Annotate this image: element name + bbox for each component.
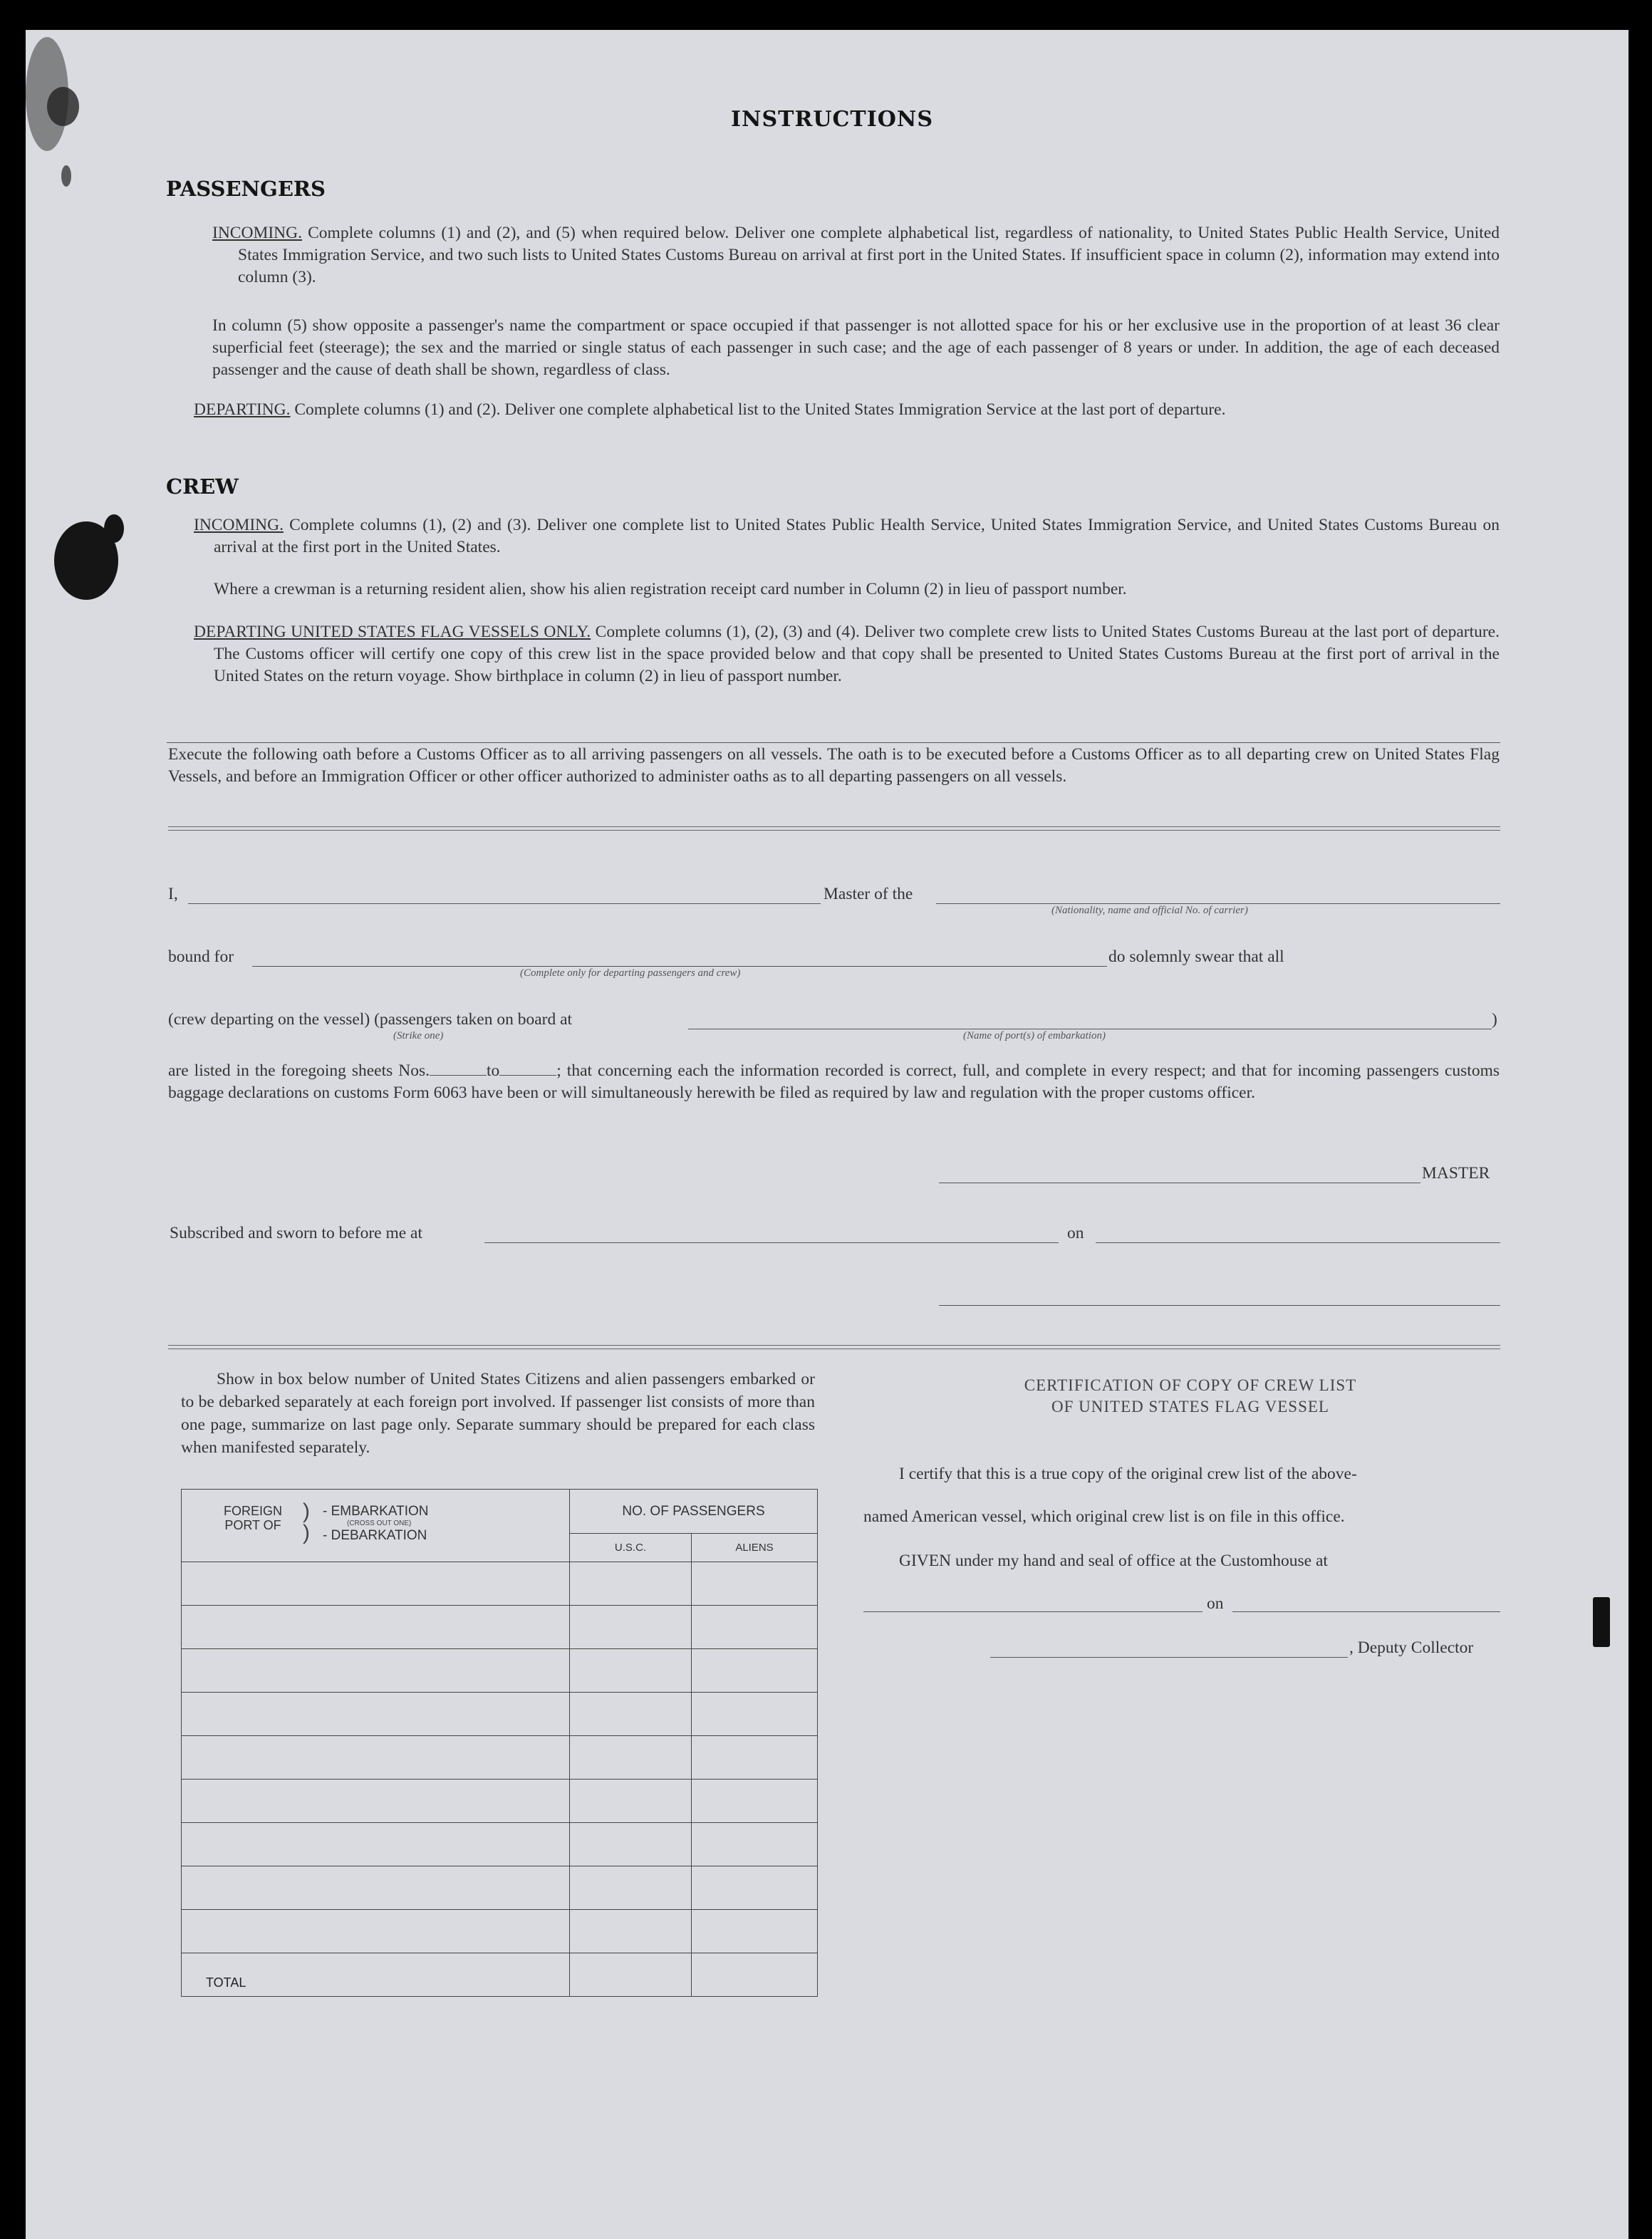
cross-out-one: (CROSS OUT ONE) [347, 1519, 412, 1527]
listed-to: to [487, 1061, 500, 1080]
incoming-label: INCOMING. [212, 224, 302, 242]
table-row[interactable] [182, 1823, 818, 1866]
ink-stain [47, 87, 79, 126]
nationality-caption: (Nationality, name and official No. of carrier) [1051, 905, 1248, 916]
ports-caption: (Name of port(s) of embarkation) [963, 1030, 1106, 1041]
passengers-column5: In column (5) show opposite a passenger's name the compartment or space occupied if that passenger is not allotted space for his or her exclusive use in the proportion of at least 36 clear superficial feet (steerage); the sex and the married or single status of each passenger in such case; and the age of each passenger of 8 years or under. In addition, the age of each deceased passenger and the cause of death shall be shown, regardless of class. [212, 316, 1500, 379]
subscribed-on: on [1067, 1224, 1084, 1242]
page-title: INSTRUCTIONS [731, 107, 933, 132]
no-of-passengers: NO. OF PASSENGERS [570, 1490, 818, 1534]
subscribed-place-field[interactable] [484, 1242, 1059, 1243]
table-row[interactable] [182, 1606, 818, 1649]
master-name-field[interactable] [188, 903, 821, 904]
certify-line1: I certify that this is a true copy of the original crew list of the above- [899, 1465, 1357, 1483]
table-row[interactable] [182, 1693, 818, 1736]
table-row[interactable] [182, 1736, 818, 1780]
departing-text: Complete columns (1) and (2). Deliver one complete alphabetical list to the United States Immigration Service at the last port of departure. [294, 400, 1226, 419]
summary-table [181, 1489, 818, 1997]
incoming-text: Complete columns (1) and (2), and (5) when required below. Deliver one complete alphabetical list, regardless of nationality, to United States Public Health Service, United States Immigration Service, and two such lists to United States Customs Bureau on arrival at first port in the United States. If insufficient space in column (2), information may extend into column (3). [238, 224, 1500, 286]
bound-for: bound for [168, 947, 234, 966]
master-of-the: Master of the [824, 885, 913, 903]
form-page [26, 30, 1628, 2239]
table-row[interactable] [182, 1866, 818, 1910]
passengers-incoming [212, 222, 1500, 289]
deputy-collector: , Deputy Collector [1349, 1638, 1474, 1657]
port-header: FOREIGN PORT OF ) ) - EMBARKATION (CROSS OUT ONE) - DEBARKATION [182, 1490, 570, 1562]
sheet-to-field[interactable] [499, 1075, 556, 1076]
crew-departing [194, 621, 1500, 687]
aliens-header: ALIENS [692, 1534, 818, 1562]
listed-statement [168, 1060, 1500, 1104]
table-row[interactable] [182, 1562, 818, 1606]
double-rule-2 [168, 1345, 1500, 1349]
bound-caption: (Complete only for departing passengers and crew) [520, 967, 741, 979]
embarkation-label: - EMBARKATION [323, 1504, 429, 1519]
total-label: TOTAL [182, 1953, 570, 1997]
close-paren: ) [1492, 1010, 1497, 1029]
given-line: GIVEN under my hand and seal of office at the Customhouse at [899, 1552, 1328, 1570]
separator [167, 742, 1500, 743]
cert-title-line2: OF UNITED STATES FLAG VESSEL [1051, 1398, 1329, 1415]
crew-departing-label: DEPARTING UNITED STATES FLAG VESSELS ONLY. [194, 623, 591, 641]
summary-instructions: Show in box below number of United States Citizens and alien passengers embarked or to be debarked separately at each foreign port involved. If passenger list consists of more than one page, summarize on last page only. Separate summary should be prepared for each class when manifested separately. [181, 1370, 815, 1457]
passengers-departing [194, 399, 1500, 421]
strike-one: (Strike one) [393, 1030, 444, 1041]
solemnly-swear: do solemnly swear that all [1108, 947, 1284, 966]
crew-incoming-label: INCOMING. [194, 516, 284, 534]
listed-a: are listed in the foregoing sheets Nos. [168, 1061, 430, 1080]
oath-i: I, [168, 885, 178, 903]
subscribed-date-field[interactable] [1096, 1242, 1500, 1243]
certify-line2: named American vessel, which original crew list is on file in this office. [863, 1507, 1345, 1526]
sheet-from-field[interactable] [430, 1075, 487, 1076]
ink-stain [1593, 1597, 1610, 1647]
table-row[interactable] [182, 1780, 818, 1823]
debarkation-label: - DEBARKATION [323, 1528, 427, 1543]
table-row[interactable] [182, 1910, 818, 1953]
crew-heading: CREW [166, 474, 239, 499]
bound-for-field[interactable] [252, 966, 1107, 967]
foreign-port-of: FOREIGN PORT OF [223, 1504, 282, 1532]
oath-intro: Execute the following oath before a Customs Officer as to all arriving passengers on all vessels. The oath is to be executed before a Customs Officer as to all departing crew on United States Flag Vessels, and before an Immigration Officer or other officer authorized to administer oaths as to all departing passengers on all vessels. [168, 745, 1500, 786]
subscribed-label: Subscribed and sworn to before me at [170, 1224, 423, 1242]
master-label: MASTER [1422, 1164, 1490, 1183]
deputy-signature-field[interactable] [990, 1657, 1348, 1658]
crew-resident: Where a crewman is a returning resident alien, show his alien registration receipt card number in Column (2) in lieu of passport number. [214, 580, 1127, 598]
cert-date-field[interactable] [1232, 1611, 1500, 1612]
cert-title-line1: CERTIFICATION OF COPY OF CREW LIST [1024, 1376, 1357, 1394]
crew-departing-clause: (crew departing on the vessel) (passengers taken on board at [168, 1010, 573, 1029]
double-rule [168, 826, 1500, 831]
ink-stain [61, 165, 71, 187]
departing-label: DEPARTING. [194, 400, 291, 419]
certification-title [880, 1375, 1500, 1418]
officer-signature-field[interactable] [939, 1305, 1500, 1306]
carrier-field[interactable] [936, 903, 1500, 904]
usc-header: U.S.C. [570, 1534, 692, 1562]
crew-departing-text: Complete columns (1), (2), (3) and (4). Deliver two complete crew lists to United States Customs Bureau at the last port of departure. The Customs officer will certify one copy of this crew list in the space provided below and that copy shall be presented to United States Customs Bureau at the first port of arrival in the United States on the return voyage. Show birthplace in column (2) in lieu of passport number. [214, 623, 1500, 685]
total-row[interactable] [182, 1953, 818, 1997]
ink-stain [104, 514, 124, 543]
cert-on: on [1207, 1594, 1224, 1613]
crew-incoming-text: Complete columns (1), (2) and (3). Deliver one complete list to United States Public Health Service, United States Immigration Service, and United States Customs Bureau on arrival at the first port in the United States. [214, 516, 1500, 556]
table-row[interactable] [182, 1649, 818, 1693]
customhouse-field[interactable] [863, 1611, 1202, 1612]
passengers-heading: PASSENGERS [166, 177, 326, 201]
listed-b: ; that concerning each the information recorded is correct, full, and complete in every respect; and that for incoming passengers customs baggage declarations on customs Form 6063 have been or will simultaneously herewith be filed as required by law and regulation with the proper customs officer. [168, 1061, 1500, 1102]
crew-incoming [194, 514, 1500, 559]
